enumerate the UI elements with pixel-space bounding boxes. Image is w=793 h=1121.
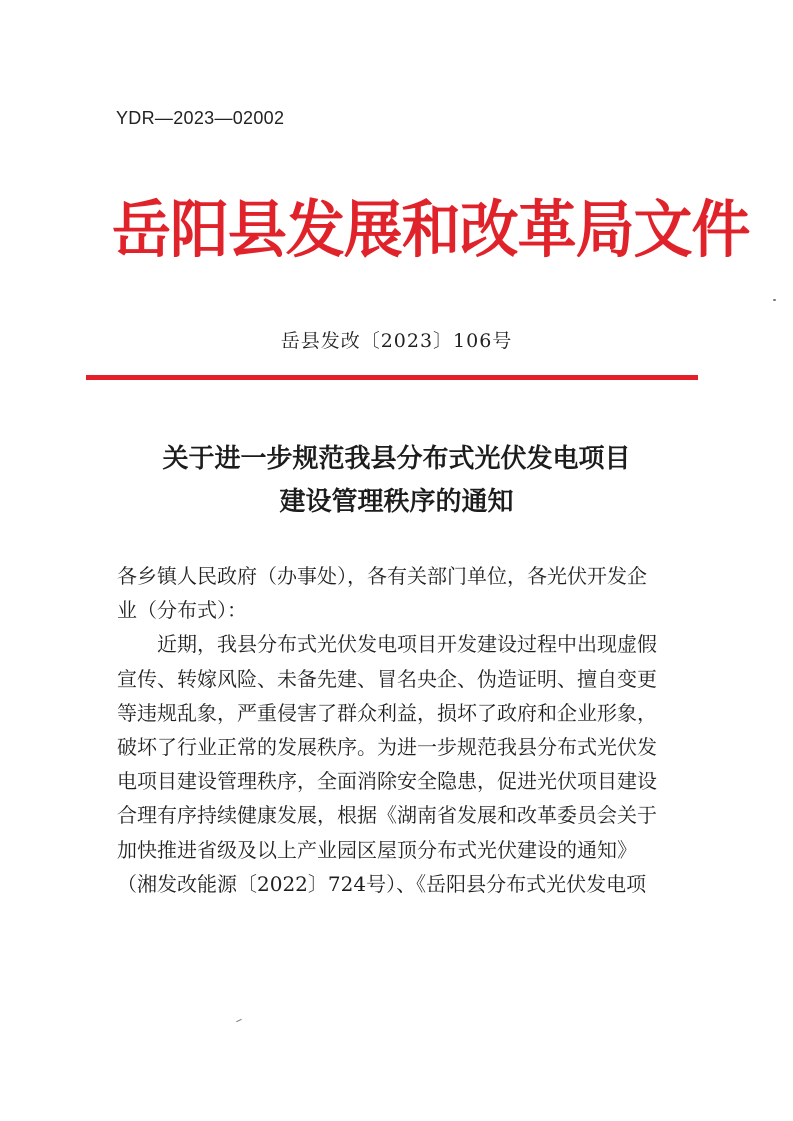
salutation-line-2: 业（分布式）：: [117, 598, 247, 623]
paragraph-line: 破坏了行业正常的发展秩序。为进一步规范我县分布式光伏发: [117, 735, 657, 760]
document-code: YDR—2023—02002: [116, 108, 285, 128]
paragraph-line: 合理有序持续健康发展，根据《湖南省发展和改革委员会关于: [117, 803, 657, 828]
issue-number: 岳县发改〔2023〕106号: [280, 330, 513, 352]
scan-speck: [236, 1019, 242, 1022]
issuing-authority-masthead: 岳阳县发展和改革局文件: [112, 193, 750, 266]
salutation-line-1: 各乡镇人民政府（办事处），各有关部门单位，各光伏开发企: [117, 564, 647, 588]
document-body: [117, 559, 677, 901]
document-title: [0, 438, 793, 524]
scan-speck: [773, 299, 776, 301]
red-divider-line: [86, 375, 698, 380]
paragraph-line: 近期，我县分布式光伏发电项目开发建设过程中出现虚假: [157, 632, 657, 657]
salutation: [117, 559, 677, 627]
paragraph-line: 等违规乱象，严重侵害了群众利益，损坏了政府和企业形象，: [117, 700, 657, 725]
title-line-2: 建设管理秩序的通知: [279, 487, 514, 517]
paragraph-line: 加快推进省级及以上产业园区屋顶分布式光伏建设的通知》: [117, 837, 637, 862]
paragraph-line: （湘发改能源〔2022〕724号）、《岳阳县分布式光伏发电项: [117, 871, 647, 896]
title-line-1: 关于进一步规范我县分布式光伏发电项目: [162, 444, 631, 474]
paragraph-line: 电项目建设管理秩序，全面消除安全隐患，促进光伏项目建设: [117, 769, 657, 794]
paragraph-line: 宣传、转嫁风险、未备先建、冒名央企、伪造证明、擅自变更: [117, 666, 657, 691]
body-paragraph-1: [117, 627, 677, 901]
